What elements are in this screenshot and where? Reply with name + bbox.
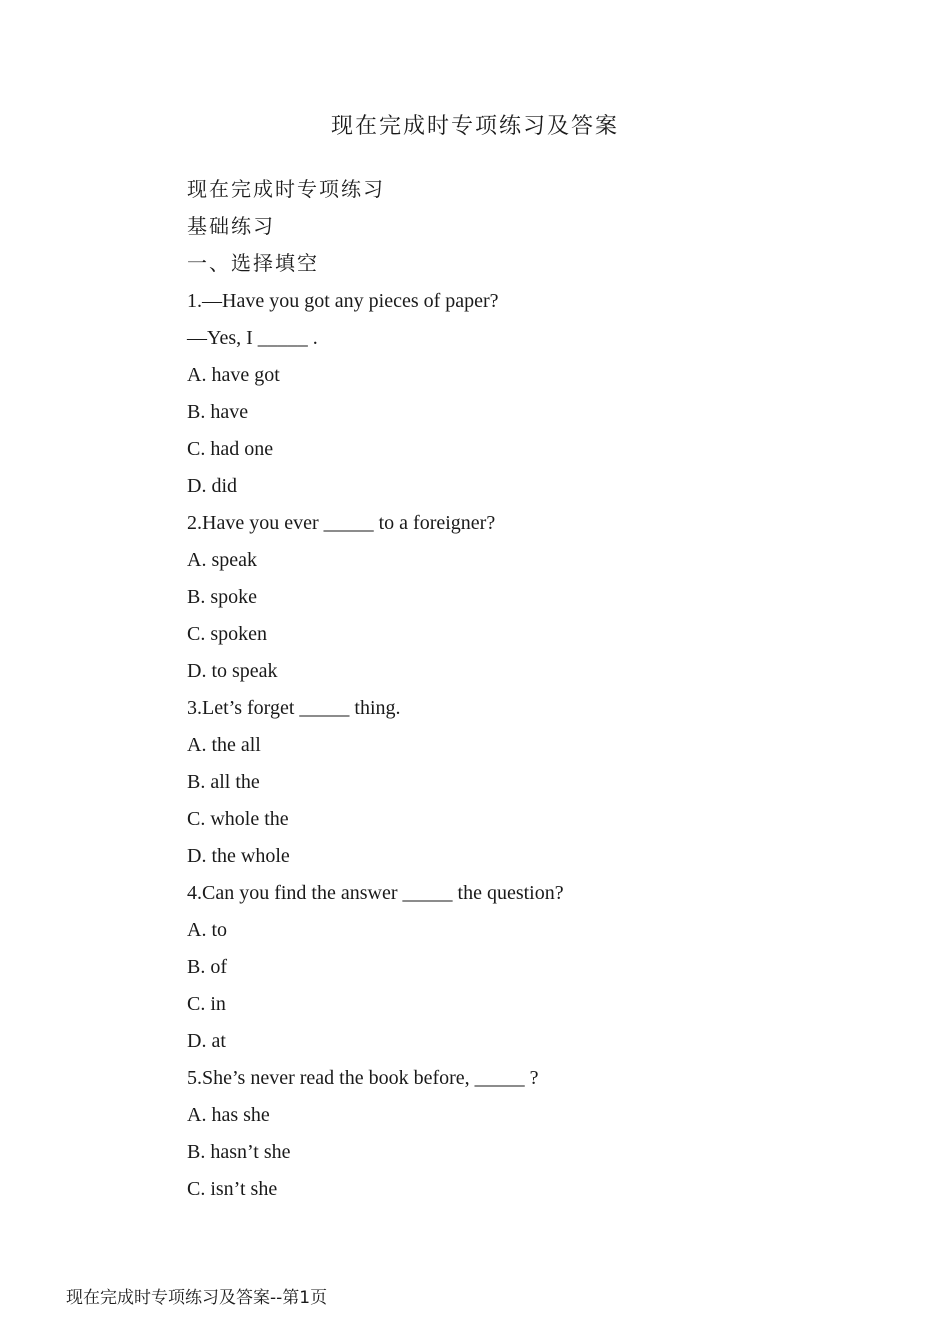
question-1: 1.—Have you got any pieces of paper?: [187, 290, 499, 312]
question-4-option-b: B. of: [187, 956, 227, 978]
question-5: 5.She’s never read the book before, _____ ?: [187, 1067, 539, 1089]
document-body: [187, 172, 887, 1208]
page-title: 现在完成时专项练习及答案: [330, 113, 619, 138]
question-1-option-b: B. have: [187, 401, 249, 423]
question-4-option-d: D. at: [187, 1030, 226, 1052]
question-1-option-c: C. had one: [187, 438, 274, 460]
question-2-option-b: B. spoke: [187, 586, 257, 608]
question-5-option-a: A. has she: [187, 1104, 270, 1126]
question-1-option-a: A. have got: [187, 364, 280, 386]
question-1-option-d: D. did: [187, 475, 237, 497]
question-3-option-a: A. the all: [187, 734, 261, 756]
question-4-option-a: A. to: [187, 919, 227, 941]
question-3-option-b: B. all the: [187, 771, 260, 793]
question-5-option-b: B. hasn’t she: [187, 1141, 291, 1163]
question-3: 3.Let’s forget _____ thing.: [187, 697, 401, 719]
question-5-option-c: C. isn’t she: [187, 1178, 278, 1200]
question-2: 2.Have you ever _____ to a foreigner?: [187, 512, 496, 534]
question-3-option-d: D. the whole: [187, 845, 290, 867]
section-heading: 现在完成时专项练习: [187, 179, 385, 201]
question-4: 4.Can you find the answer _____ the question?: [187, 882, 564, 904]
question-2-option-c: C. spoken: [187, 623, 267, 645]
question-2-option-d: D. to speak: [187, 660, 278, 682]
page-footer: 现在完成时专项练习及答案--第1页: [66, 1288, 328, 1308]
question-2-option-a: A. speak: [187, 549, 257, 571]
question-4-option-c: C. in: [187, 993, 226, 1015]
exercise-heading: 一、选择填空: [187, 253, 319, 275]
question-3-option-c: C. whole the: [187, 808, 289, 830]
question-1-reply: —Yes, I _____ .: [187, 327, 318, 349]
subsection-heading: 基础练习: [187, 216, 275, 238]
